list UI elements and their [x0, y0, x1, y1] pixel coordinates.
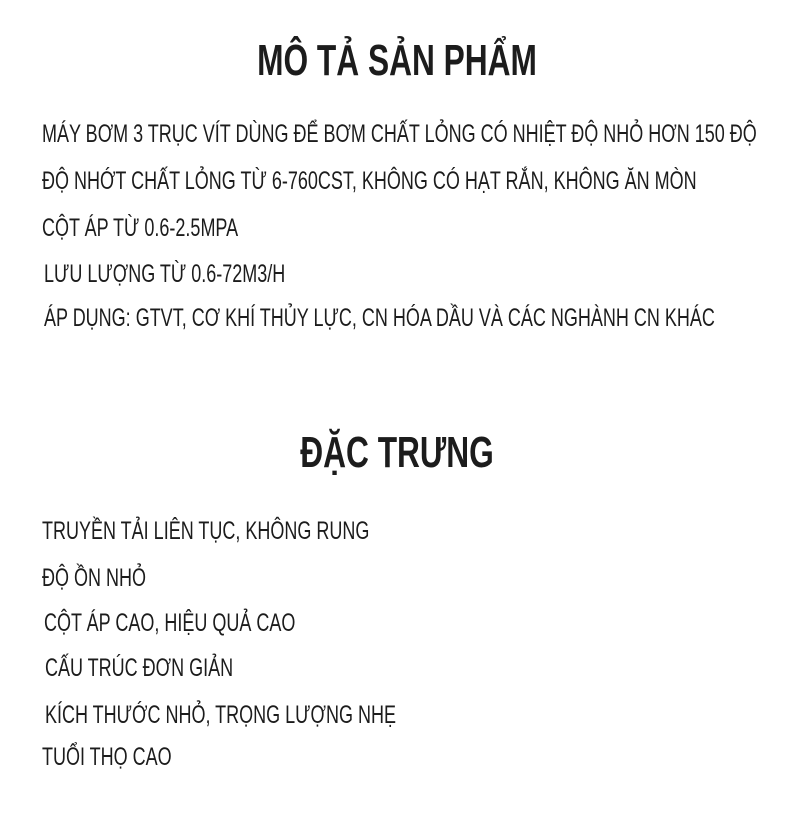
feature-line-compact: KÍCH THƯỚC NHỎ, TRỌNG LƯỢNG NHẸ — [45, 701, 396, 729]
feature-line-high-pressure: CỘT ÁP CAO, HIỆU QUẢ CAO — [44, 609, 296, 637]
feature-line-simple-structure: CẤU TRÚC ĐƠN GIẢN — [45, 654, 234, 682]
section-title-features: ĐẶC TRƯNG — [300, 428, 494, 477]
description-line-pump-purpose: MÁY BƠM 3 TRỤC VÍT DÙNG ĐỂ BƠM CHẤT LỎNG CÓ NHIỆT ĐỘ NHỎ HƠN 150 ĐỘ — [42, 120, 757, 148]
section-title-product-description: MÔ TẢ SẢN PHẨM — [257, 36, 537, 85]
feature-line-low-noise: ĐỘ ỒN NHỎ — [42, 564, 147, 592]
feature-line-continuous: TRUYỀN TẢI LIÊN TỤC, KHÔNG RUNG — [42, 517, 370, 545]
feature-line-long-life: TUỔI THỌ CAO — [42, 743, 172, 771]
description-line-viscosity: ĐỘ NHỚT CHẤT LỎNG TỪ 6-760CST, KHÔNG CÓ HẠT RẮN, KHÔNG ĂN MÒN — [42, 167, 697, 195]
description-line-flow-rate: LƯU LƯỢNG TỪ 0.6-72M3/H — [44, 260, 286, 288]
description-line-pressure: CỘT ÁP TỪ 0.6-2.5MPA — [42, 214, 239, 242]
description-line-applications: ÁP DỤNG: GTVT, CƠ KHÍ THỦY LỰC, CN HÓA DẦU VÀ CÁC NGHÀNH CN KHÁC — [44, 304, 715, 332]
